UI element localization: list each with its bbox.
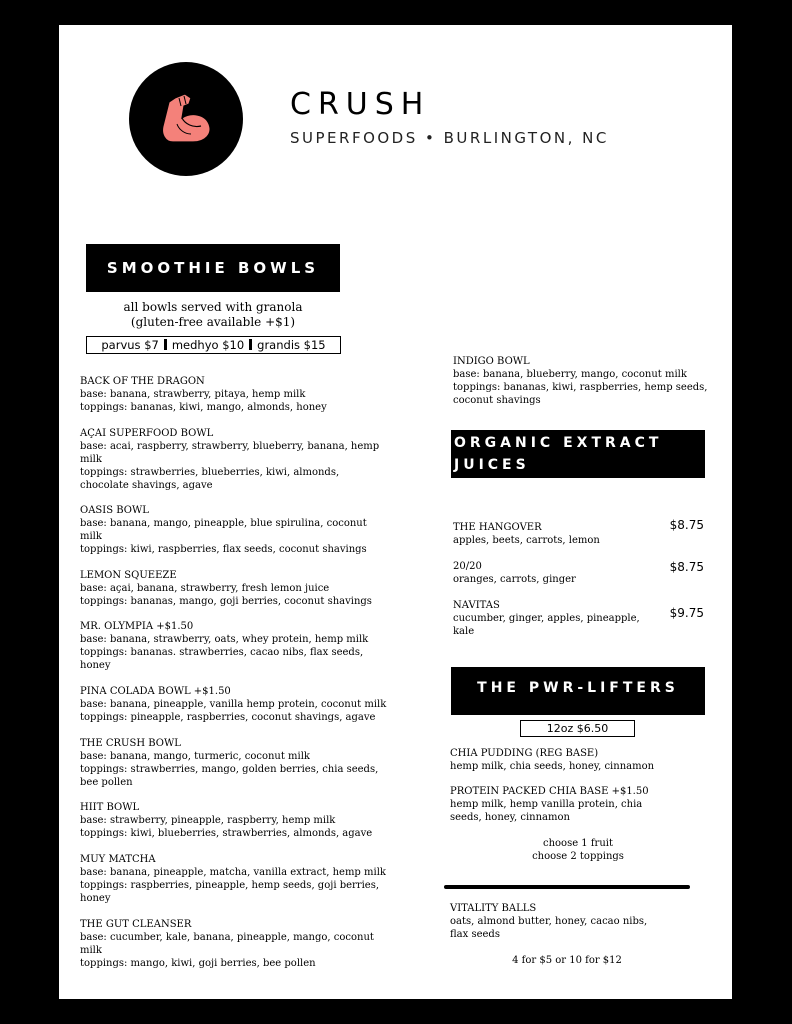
juice-desc: oranges, carrots, ginger <box>453 574 576 585</box>
menu-item <box>80 504 390 556</box>
item-base: base: banana, strawberry, oats, whey protein, hemp milk <box>80 634 369 645</box>
gluten-free-note: (gluten-free available +$1) <box>130 315 296 329</box>
juice-name: NAVITAS <box>453 600 500 611</box>
item-toppings: toppings: raspberries, pineapple, hemp seeds, goji berries, honey <box>80 880 380 904</box>
menu-item <box>80 918 390 970</box>
item-name: THE CRUSH BOWL <box>80 738 181 749</box>
brand-name: CRUSH <box>290 87 431 122</box>
item-base: base: banana, strawberry, pitaya, hemp milk <box>80 389 306 400</box>
item-base: base: açai, banana, strawberry, fresh lemon juice <box>80 583 330 594</box>
menu-item <box>80 801 390 840</box>
menu-item <box>80 620 390 672</box>
vitality-item <box>450 902 660 941</box>
item-name: INDIGO BOWL <box>453 356 530 367</box>
item-base: base: banana, pineapple, vanilla hemp protein, coconut milk <box>80 699 387 710</box>
pwr-lifters-heading: THE PWR-LIFTERS <box>451 667 705 715</box>
item-name: BACK OF THE DRAGON <box>80 376 205 387</box>
item-name: MR. OLYMPIA +$1.50 <box>80 621 194 632</box>
vitality-desc: oats, almond butter, honey, cacao nibs, flax seeds <box>450 916 648 940</box>
item-base: base: banana, mango, turmeric, coconut milk <box>80 751 310 762</box>
pwr-name: PROTEIN PACKED CHIA BASE +$1.50 <box>450 786 649 797</box>
juice-item <box>453 599 653 638</box>
brand-subtitle: SUPERFOODS • BURLINGTON, NC <box>290 129 609 147</box>
smoothie-bowls-heading: SMOOTHIE BOWLS <box>86 244 340 292</box>
item-toppings: toppings: strawberries, blueberries, kiwi, almonds, chocolate shavings, agave <box>80 467 340 491</box>
item-toppings: toppings: pineapple, raspberries, coconut shavings, agave <box>80 712 376 723</box>
menu-item <box>80 853 390 905</box>
menu-item <box>80 569 390 608</box>
item-name: MUY MATCHA <box>80 854 156 865</box>
juice-item <box>453 521 663 547</box>
juices-heading: ORGANIC EXTRACT JUICES <box>451 430 705 478</box>
menu-item <box>80 737 390 789</box>
item-toppings: toppings: mango, kiwi, goji berries, bee pollen <box>80 958 316 969</box>
juice-item <box>453 560 663 586</box>
flexed-bicep-icon <box>151 84 221 154</box>
item-name: OASIS BOWL <box>80 505 149 516</box>
juice-name: THE HANGOVER <box>453 522 542 533</box>
item-toppings: toppings: bananas, kiwi, mango, almonds, honey <box>80 402 327 413</box>
item-name: AÇAI SUPERFOOD BOWL <box>80 428 214 439</box>
item-base: base: banana, blueberry, mango, coconut milk <box>453 369 687 380</box>
pwr-item <box>450 747 690 773</box>
item-name: HIIT BOWL <box>80 802 140 813</box>
logo <box>129 62 243 176</box>
item-name: PINA COLADA BOWL +$1.50 <box>80 686 231 697</box>
choose-fruit-note: choose 1 fruit <box>543 838 613 849</box>
item-name: LEMON SQUEEZE <box>80 570 177 581</box>
juice-desc: cucumber, ginger, apples, pineapple, kale <box>453 613 640 637</box>
menu-page <box>59 25 732 999</box>
section-divider <box>444 885 690 889</box>
juice-desc: apples, beets, carrots, lemon <box>453 535 600 546</box>
item-toppings: toppings: kiwi, raspberries, flax seeds, coconut shavings <box>80 544 367 555</box>
item-base: base: acai, raspberry, strawberry, blueberry, banana, hemp milk <box>80 441 380 465</box>
item-toppings: toppings: kiwi, blueberries, strawberries, almonds, agave <box>80 828 373 839</box>
size-medhyo: medhyo $10 <box>171 338 245 352</box>
item-toppings: toppings: bananas. strawberries, cacao nibs, flax seeds, honey <box>80 647 364 671</box>
pwr-size-price: 12oz $6.50 <box>520 720 635 737</box>
item-base: base: banana, pineapple, matcha, vanilla extract, hemp milk <box>80 867 386 878</box>
menu-item <box>80 427 390 492</box>
item-name: THE GUT CLEANSER <box>80 919 192 930</box>
vitality-name: VITALITY BALLS <box>450 903 537 914</box>
menu-item <box>80 375 390 414</box>
item-base: base: cucumber, kale, banana, pineapple, mango, coconut milk <box>80 932 374 956</box>
juice-price: $9.75 <box>669 606 704 620</box>
size-grandis: grandis $15 <box>257 338 326 352</box>
granola-note: all bowls served with granola <box>123 300 303 314</box>
item-toppings: toppings: bananas, kiwi, raspberries, hemp seeds, coconut shavings <box>453 382 708 406</box>
item-toppings: toppings: strawberries, mango, golden berries, chia seeds, bee pollen <box>80 764 379 788</box>
menu-item <box>80 685 390 724</box>
bowl-sizes <box>86 336 341 354</box>
item-toppings: toppings: bananas, mango, goji berries, coconut shavings <box>80 596 372 607</box>
size-parvus: parvus $7 <box>101 338 159 352</box>
pwr-desc: hemp milk, chia seeds, honey, cinnamon <box>450 761 655 772</box>
juice-price: $8.75 <box>669 560 704 574</box>
pwr-item <box>450 785 660 824</box>
item-base: base: strawberry, pineapple, raspberry, hemp milk <box>80 815 336 826</box>
vitality-deal: 4 for $5 or 10 for $12 <box>512 955 622 966</box>
pwr-desc: hemp milk, hemp vanilla protein, chia seeds, honey, cinnamon <box>450 799 643 823</box>
juice-price: $8.75 <box>669 518 704 532</box>
juice-name: 20/20 <box>453 561 482 572</box>
choose-toppings-note: choose 2 toppings <box>532 851 624 862</box>
menu-item-indigo <box>453 355 713 407</box>
pwr-name: CHIA PUDDING (REG BASE) <box>450 748 599 759</box>
item-base: base: banana, mango, pineapple, blue spirulina, coconut milk <box>80 518 367 542</box>
